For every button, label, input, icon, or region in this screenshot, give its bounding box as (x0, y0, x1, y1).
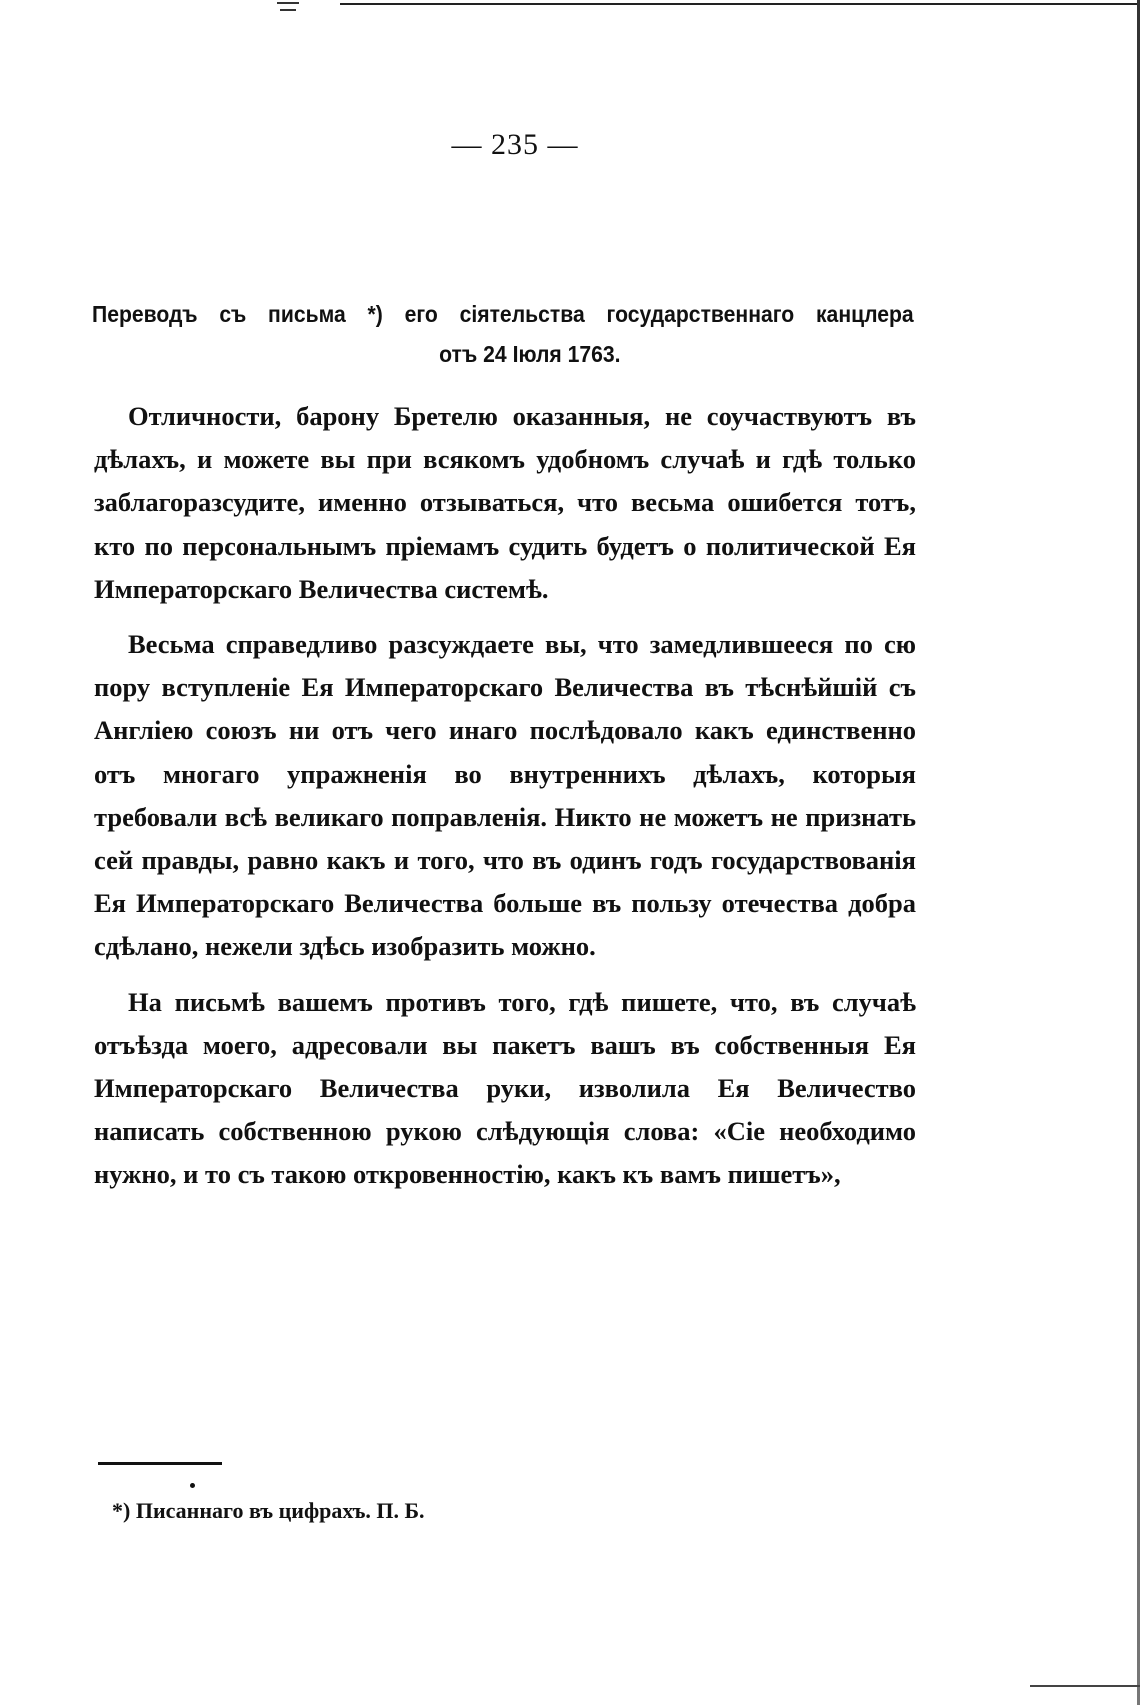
paragraph-3: На письмѣ вашемъ противъ того, гдѣ пишете, что, въ случаѣ отъѣзда моего, адресовали вы пакетъ вашъ въ собственныя Ея Императорскаго Величества руки, изволила Ея Величество написать собственною рукою слѣдующія слова: «Сіе необходимо нужно, и то съ такою откровенностію, какъ къ вамъ пишетъ», (94, 986, 916, 1190)
page-number: — 235 — (451, 128, 579, 161)
page-edge-bottom (1030, 1685, 1140, 1687)
scan-speck (190, 1483, 195, 1488)
paragraph-1: Отличности, барону Бретелю оказанныя, не соучаствуютъ въ дѣлахъ, и можете вы при всякомъ удобномъ случаѣ и гдѣ только заблагоразсудите, именно отзываться, что весьма ошибется тотъ, кто по персональнымъ пріемамъ судить будетъ о политической Ея Императорскаго Величества системѣ. (94, 401, 916, 604)
heading-line-1: Переводъ съ письма *) его сiятельства государственнаго канцлера (92, 301, 914, 327)
scan-top-rule (340, 3, 1140, 5)
letter-heading (92, 294, 914, 374)
letter-body (94, 395, 916, 1197)
footnote: *) Писаннаго въ цифрахъ. П. Б. (112, 1498, 425, 1523)
footnote-separator (98, 1462, 222, 1465)
paragraph-2: Весьма справедливо разсуждаете вы, что замедлившееся по сю пору вступленіе Ея Императорскаго Величества въ тѣснѣйшій съ Англіею союзъ ни отъ чего инаго послѣдовало какъ единственно отъ многаго упражненія во внутреннихъ дѣлахъ, которыя требовали всѣ великаго поправленія. Никто не можетъ не признать сей правды, равно какъ и того, что въ одинъ годъ государствованія Ея Императорскаго Величества больше въ пользу отечества добра сдѣлано, нежели здѣсь изобразить можно. (94, 629, 916, 962)
scan-artifact-mark (275, 0, 303, 14)
heading-line-2: отъ 24 Іюля 1763. (439, 341, 621, 367)
